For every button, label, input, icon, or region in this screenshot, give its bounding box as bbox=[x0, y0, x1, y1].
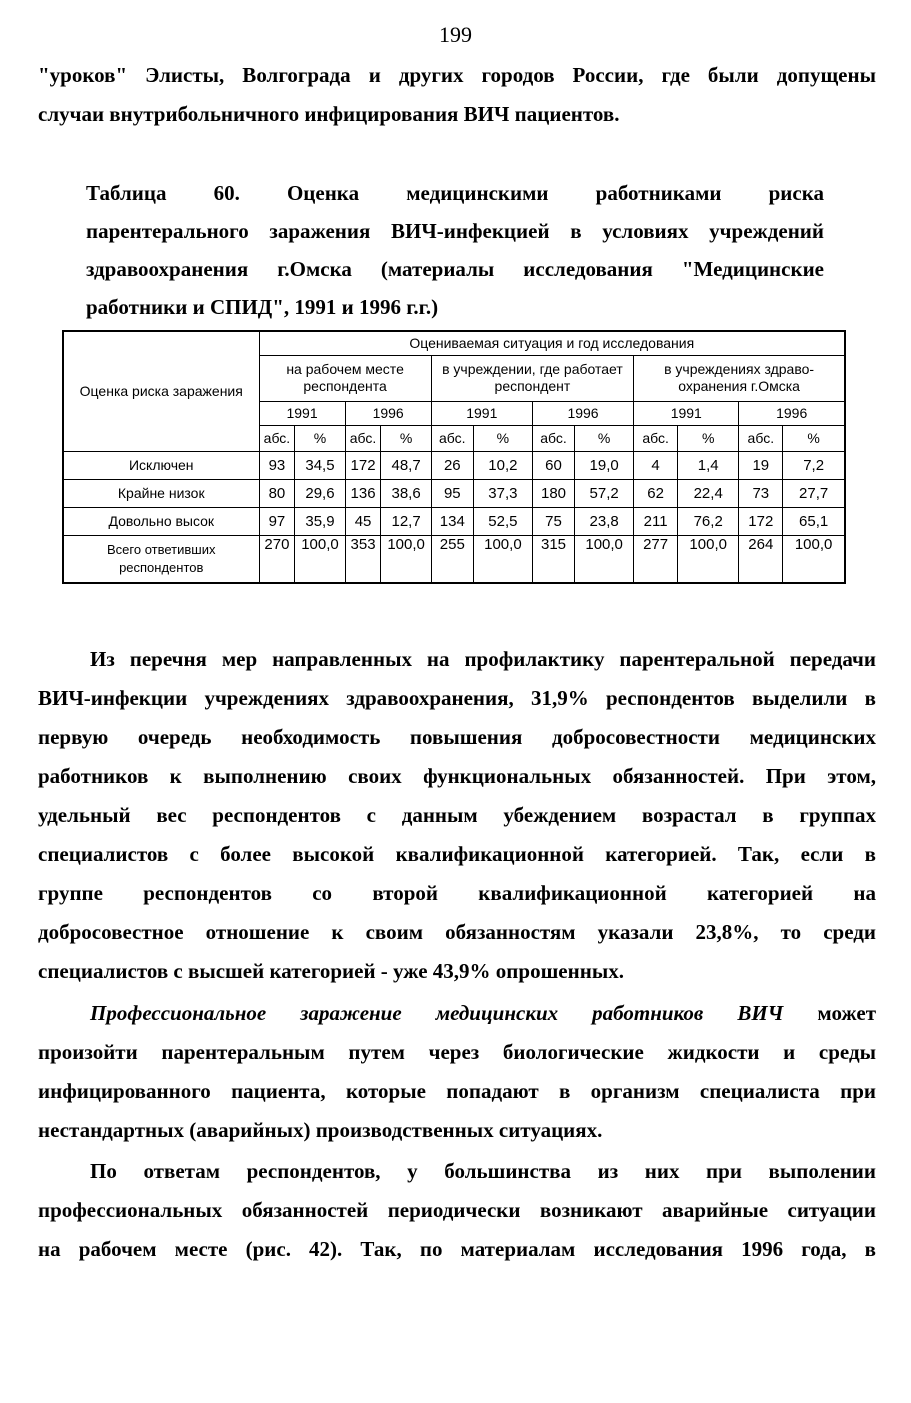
table-cell: 38,6 bbox=[381, 479, 431, 507]
table-cell: 7,2 bbox=[783, 451, 845, 479]
year-header: 1996 bbox=[739, 401, 845, 425]
year-header: 1991 bbox=[431, 401, 532, 425]
table-cell: 62 bbox=[634, 479, 678, 507]
table-cell: 27,7 bbox=[783, 479, 845, 507]
caption-line: парентерального заражения ВИЧ-инфекцией в условиях учреждений bbox=[86, 219, 824, 243]
table-cell: 12,7 bbox=[381, 507, 431, 535]
table-cell: 60 bbox=[532, 451, 574, 479]
unit-header: абс. bbox=[345, 425, 381, 451]
text-line: случаи внутрибольничного инфицирования ВИЧ пациентов. bbox=[38, 102, 620, 126]
text-line: произойти парентеральным путем через биологические жидкости и среды bbox=[38, 1040, 876, 1064]
table-cell: 95 bbox=[431, 479, 473, 507]
table-cell: 270 bbox=[259, 535, 295, 583]
table-cell: 136 bbox=[345, 479, 381, 507]
text-line: нестандартных (аварийных) производственных ситуациях. bbox=[38, 1118, 603, 1142]
table-cell: 29,6 bbox=[295, 479, 345, 507]
table-cell: 45 bbox=[345, 507, 381, 535]
text-line: По ответам респондентов, у большинства из них при выполении bbox=[90, 1159, 876, 1183]
row-header-cell: Оценка риска заражения bbox=[63, 331, 259, 451]
risk-assessment-table bbox=[62, 330, 846, 584]
situation-header: в учреждении, где работает респондент bbox=[431, 355, 633, 401]
table-cell: 80 bbox=[259, 479, 295, 507]
table-cell: 4 bbox=[634, 451, 678, 479]
table-cell: 26 bbox=[431, 451, 473, 479]
italic-term: Профессиональное заражение медицинских работников ВИЧ bbox=[90, 1001, 784, 1025]
table-cell: 211 bbox=[634, 507, 678, 535]
table-cell: 97 bbox=[259, 507, 295, 535]
table-cell: 65,1 bbox=[783, 507, 845, 535]
table-cell: 277 bbox=[634, 535, 678, 583]
table-cell: 134 bbox=[431, 507, 473, 535]
table-cell: 353 bbox=[345, 535, 381, 583]
table-cell: 315 bbox=[532, 535, 574, 583]
table-cell: 172 bbox=[345, 451, 381, 479]
table-body bbox=[63, 451, 845, 583]
year-header: 1991 bbox=[259, 401, 345, 425]
table-cell: 48,7 bbox=[381, 451, 431, 479]
table-cell: 19 bbox=[739, 451, 783, 479]
table-cell: 73 bbox=[739, 479, 783, 507]
table-cell: 37,3 bbox=[473, 479, 532, 507]
table-cell: 100,0 bbox=[783, 535, 845, 583]
table-cell: 100,0 bbox=[678, 535, 739, 583]
paragraph-prevention bbox=[38, 640, 876, 991]
text-line: специалистов с высшей категорией - уже 43,9% опрошенных. bbox=[38, 959, 624, 983]
table-cell: 1,4 bbox=[678, 451, 739, 479]
situation-header: в учреждениях здраво- охранения г.Омска bbox=[634, 355, 845, 401]
unit-header: абс. bbox=[634, 425, 678, 451]
year-header: 1991 bbox=[634, 401, 739, 425]
text-line: инфицированного пациента, которые попадают в организм специалиста при bbox=[38, 1079, 876, 1103]
text-line: на рабочем месте (рис. 42). Так, по материалам исследования 1996 года, в bbox=[38, 1237, 876, 1261]
table-cell: 22,4 bbox=[678, 479, 739, 507]
text-fragment: может bbox=[817, 1001, 877, 1025]
year-header: 1996 bbox=[532, 401, 633, 425]
table-cell: 57,2 bbox=[575, 479, 634, 507]
group-header-cell: Оцениваемая ситуация и год исследования bbox=[259, 331, 845, 355]
text-line: ВИЧ-инфекции учреждениях здравоохранения, 31,9% респондентов выделили в bbox=[38, 686, 876, 710]
text-line: удельный вес респондентов с данным убеждением возрастал в группах bbox=[38, 803, 876, 827]
table-cell: 75 bbox=[532, 507, 574, 535]
text-line: Из перечня мер направленных на профилактику парентеральной передачи bbox=[90, 647, 876, 671]
text-line: группе респондентов со второй квалификационной категорией на bbox=[38, 881, 876, 905]
row-label: Довольно высок bbox=[63, 507, 259, 535]
row-label: Всего ответивших респондентов bbox=[63, 535, 259, 583]
table-row bbox=[63, 451, 845, 479]
table-row bbox=[63, 535, 845, 583]
row-label: Исключен bbox=[63, 451, 259, 479]
table-row bbox=[63, 507, 845, 535]
table-cell: 255 bbox=[431, 535, 473, 583]
table-cell: 76,2 bbox=[678, 507, 739, 535]
caption-line: работники и СПИД", 1991 и 1996 г.г.) bbox=[86, 295, 439, 319]
table-cell: 23,8 bbox=[575, 507, 634, 535]
paragraph-infection-route bbox=[38, 994, 876, 1150]
text-line: работников к выполнению своих функциональных обязанностей. При этом, bbox=[38, 764, 876, 788]
year-header: 1996 bbox=[345, 401, 431, 425]
unit-header: абс. bbox=[259, 425, 295, 451]
unit-header: % bbox=[381, 425, 431, 451]
unit-header: абс. bbox=[532, 425, 574, 451]
caption-line: здравоохранения г.Омска (материалы исследования "Медицинские bbox=[86, 257, 824, 281]
table-cell: 93 bbox=[259, 451, 295, 479]
unit-header: % bbox=[783, 425, 845, 451]
table-cell: 180 bbox=[532, 479, 574, 507]
caption-line: Таблица 60. Оценка медицинскими работниками риска bbox=[86, 181, 824, 205]
table-cell: 100,0 bbox=[295, 535, 345, 583]
table-cell: 100,0 bbox=[575, 535, 634, 583]
table-cell: 19,0 bbox=[575, 451, 634, 479]
table-cell: 100,0 bbox=[381, 535, 431, 583]
text-line: первую очередь необходимость повышения добросовестности медицинских bbox=[38, 725, 876, 749]
unit-header: абс. bbox=[431, 425, 473, 451]
table-cell: 34,5 bbox=[295, 451, 345, 479]
unit-header: % bbox=[575, 425, 634, 451]
table-cell: 35,9 bbox=[295, 507, 345, 535]
table-cell: 52,5 bbox=[473, 507, 532, 535]
text-line bbox=[38, 994, 876, 1033]
table-cell: 100,0 bbox=[473, 535, 532, 583]
table-cell: 264 bbox=[739, 535, 783, 583]
text-line: "уроков" Элисты, Волгограда и других городов России, где были допущены bbox=[38, 63, 876, 87]
table-caption bbox=[86, 174, 824, 326]
page-number: 199 bbox=[439, 22, 472, 47]
situation-header: на рабочем месте респондента bbox=[259, 355, 431, 401]
unit-header: % bbox=[295, 425, 345, 451]
table-row bbox=[63, 479, 845, 507]
unit-header: % bbox=[473, 425, 532, 451]
unit-header: % bbox=[678, 425, 739, 451]
table-cell: 10,2 bbox=[473, 451, 532, 479]
paragraph-accidents bbox=[38, 1152, 876, 1269]
text-line: специалистов с более высокой квалификационной категорией. Так, если в bbox=[38, 842, 876, 866]
text-line: профессиональных обязанностей периодически возникают аварийные ситуации bbox=[38, 1198, 876, 1222]
row-label: Крайне низок bbox=[63, 479, 259, 507]
intro-paragraph bbox=[38, 56, 876, 134]
text-line: добросовестное отношение к своим обязанностям указали 23,8%, то среди bbox=[38, 920, 876, 944]
unit-header: абс. bbox=[739, 425, 783, 451]
table-cell: 172 bbox=[739, 507, 783, 535]
